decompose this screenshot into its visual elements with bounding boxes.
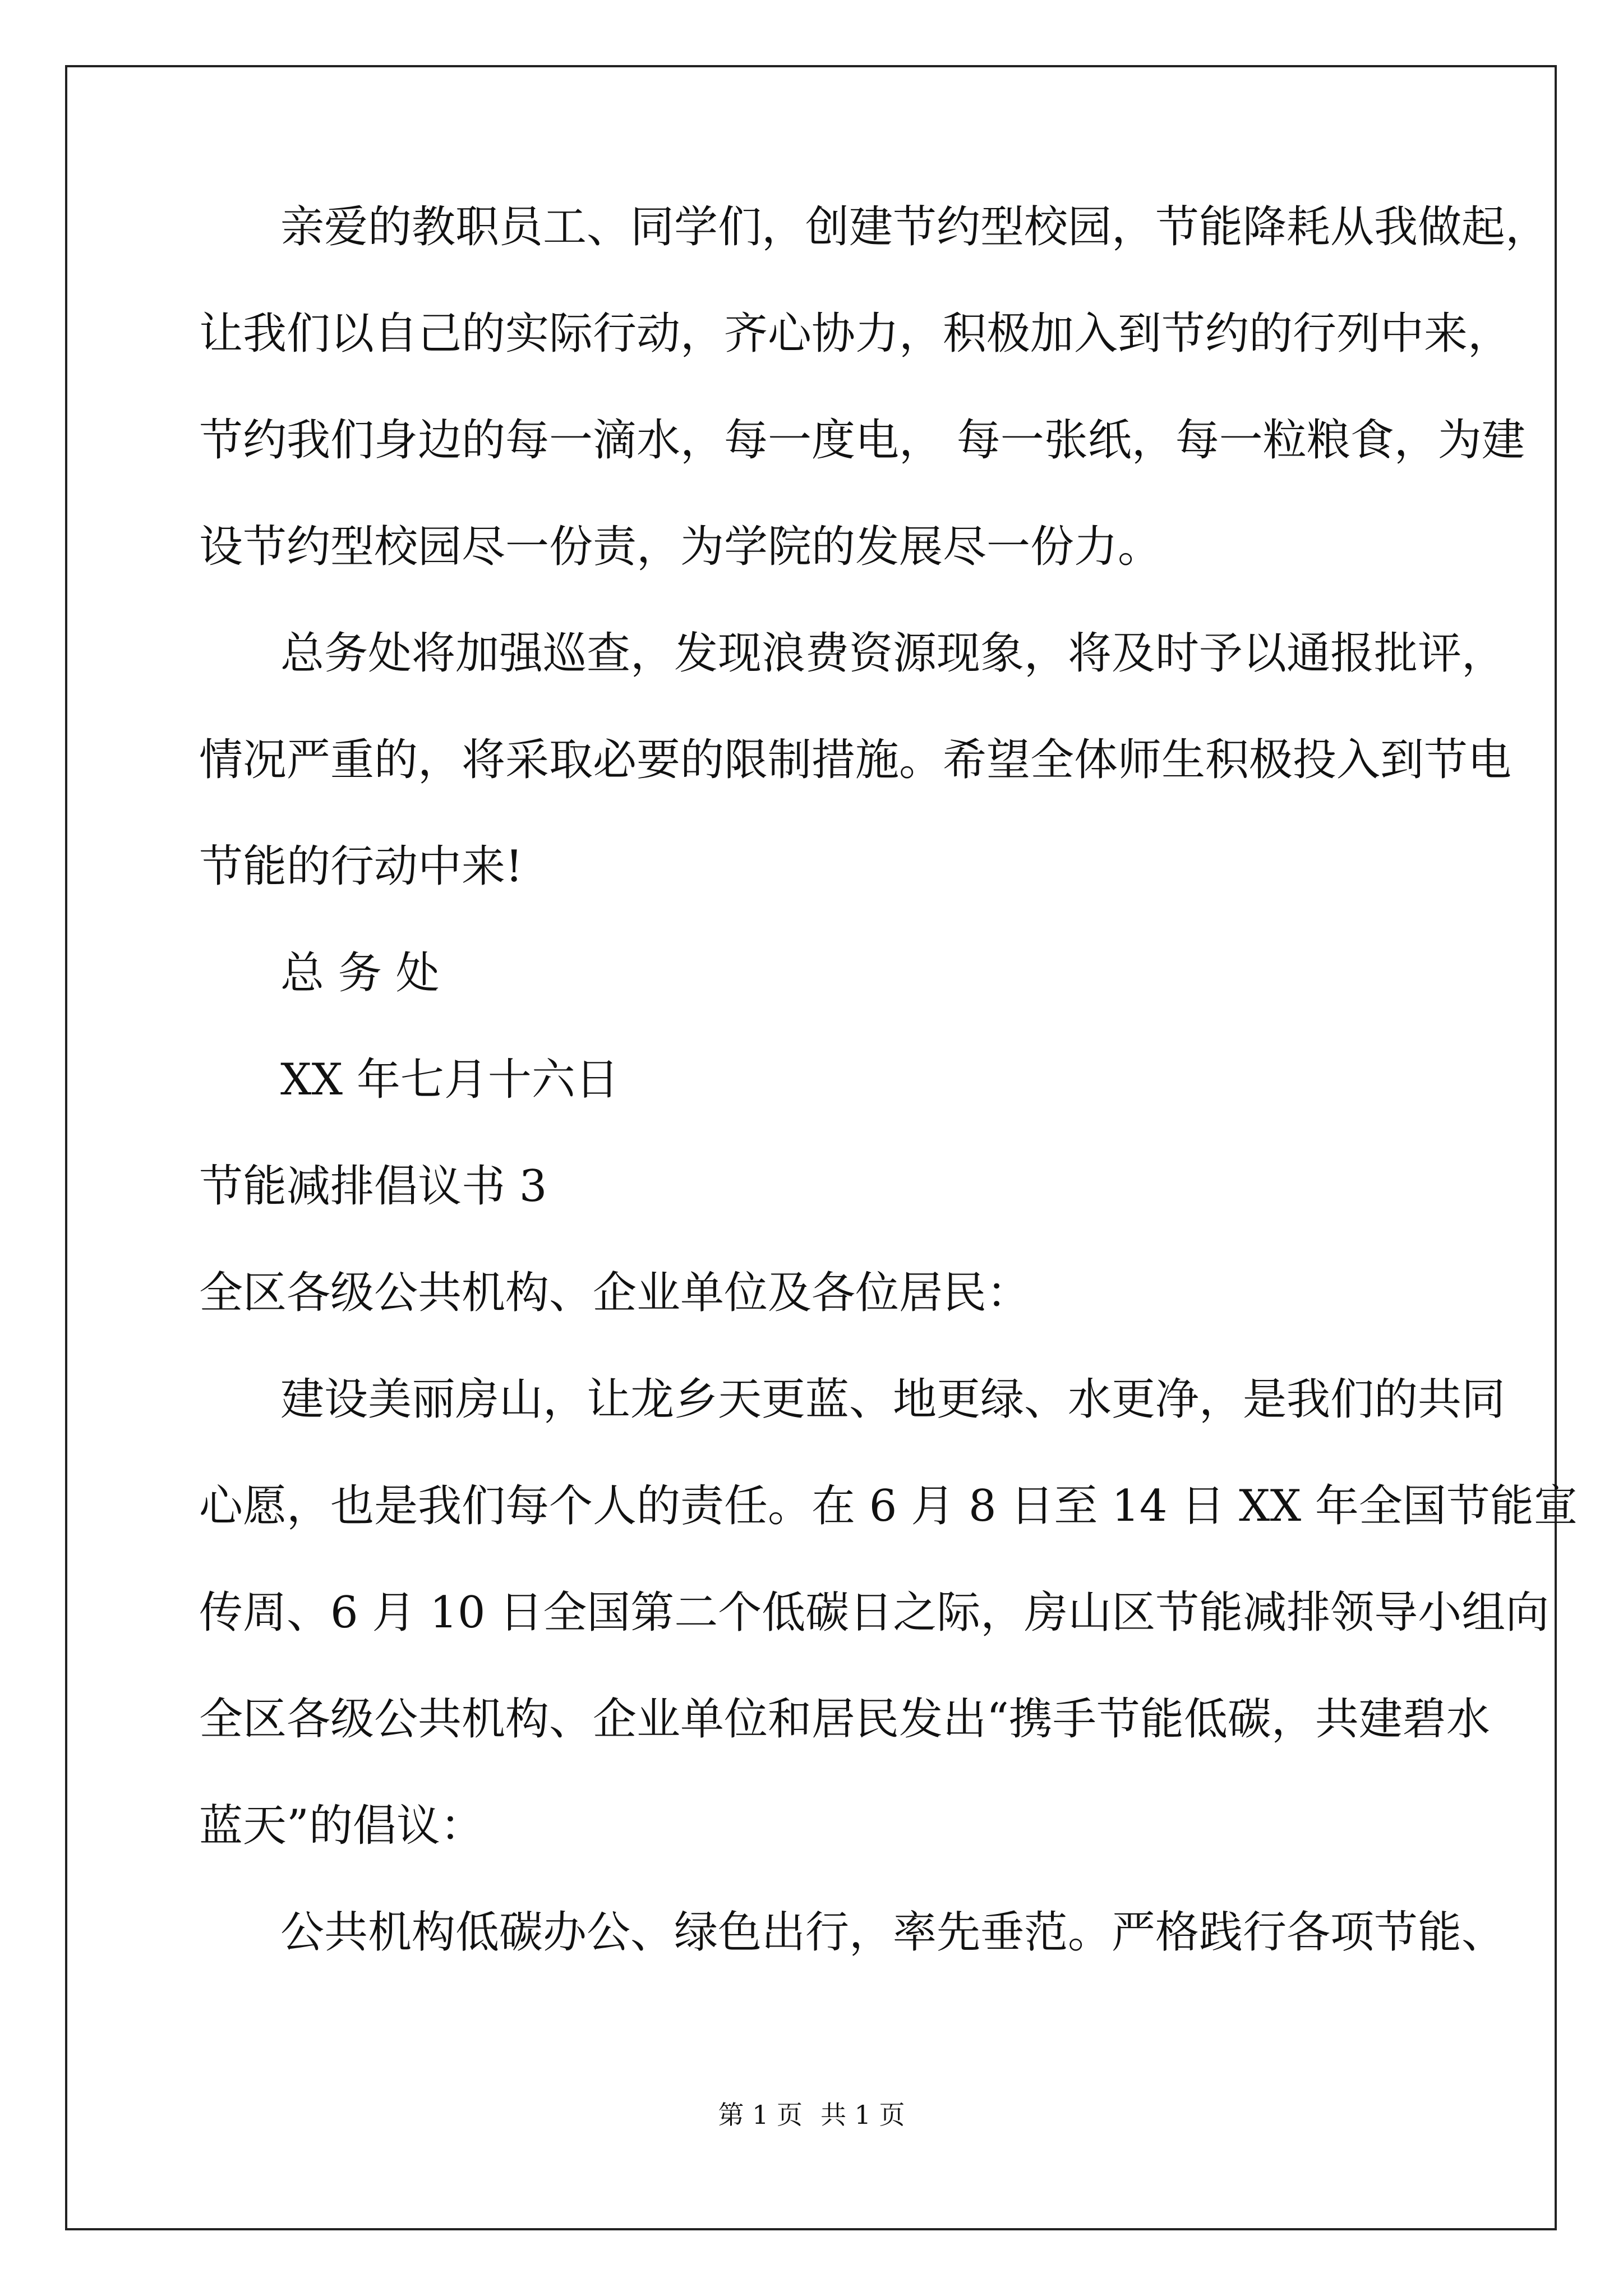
paragraph-line: 全区各级公共机构、企业单位和居民发出“携手节能低碳，共建碧水	[199, 1694, 1490, 1745]
salutation: 全区各级公共机构、企业单位及各位居民：	[199, 1268, 1031, 1318]
page-footer	[0, 2098, 1623, 2132]
paragraph-line: 亲爱的教职员工、同学们，创建节约型校园，节能降耗从我做起，	[280, 202, 1550, 252]
paragraph-line: 蓝天”的倡议：	[199, 1801, 484, 1851]
paragraph-line: 情况严重的，将采取必要的限制措施。希望全体师生积极投入到节电	[199, 735, 1512, 785]
paragraph-line: 设节约型校园尽一份责，为学院的发展尽一份力。	[199, 522, 1162, 572]
paragraph-line: 节约我们身边的每一滴水，每一度电， 每一张纸，每一粒粮食，为建	[199, 415, 1525, 466]
paragraph-line: 心愿，也是我们每个人的责任。在 6 月 8 日至 14 日 XX 年全国节能宣	[199, 1481, 1578, 1531]
paragraph-line: 节能的行动中来!	[199, 841, 523, 892]
signature-date: XX 年七月十六日	[280, 1055, 619, 1105]
paragraph-line: 建设美丽房山，让龙乡天更蓝、地更绿、水更净，是我们的共同	[280, 1374, 1506, 1425]
paragraph-line: 总务处将加强巡查，发现浪费资源现象，将及时予以通报批评，	[280, 628, 1506, 679]
paragraph-line: 公共机构低碳办公、绿色出行，率先垂范。严格践行各项节能、	[280, 1907, 1506, 1958]
signature-office: 总 务 处	[280, 948, 440, 999]
paragraph-line: 传周、6 月 10 日全国第二个低碳日之际，房山区节能减排领导小组向	[199, 1588, 1550, 1638]
paragraph-line: 让我们以自己的实际行动，齐心协力，积极加入到节约的行列中来，	[199, 309, 1512, 359]
page-total: 共 1 页	[820, 2100, 905, 2130]
page-number: 第 1 页	[718, 2100, 803, 2130]
section-title: 节能减排倡议书 3	[199, 1161, 547, 1212]
